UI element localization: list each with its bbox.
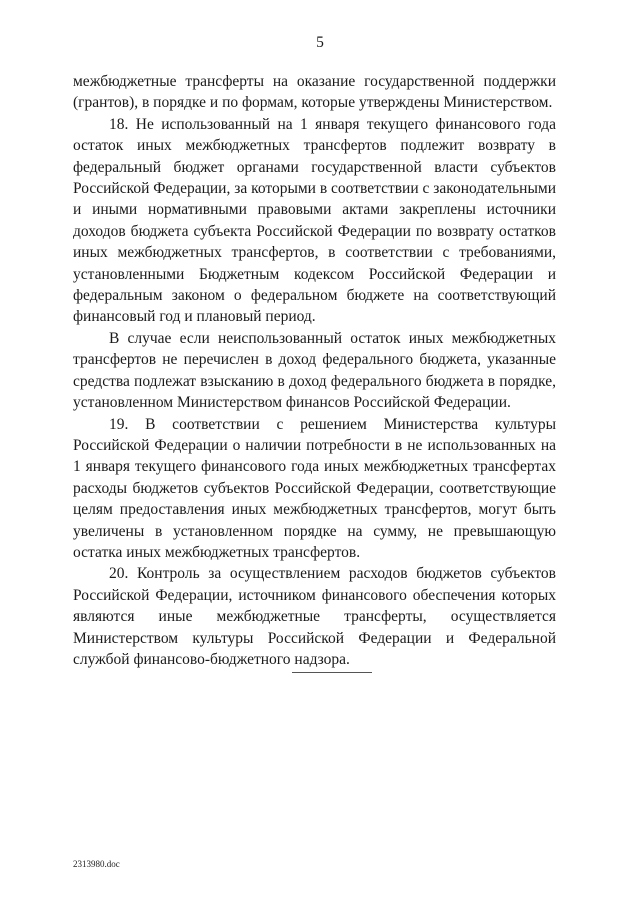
paragraph-item-18: 18. Не использованный на 1 января текущего финансового года остаток иных межбюджетных трансфертов подлежит возврату в федеральный бюджет органами государственной власти субъектов Российской Федерации, за которыми в соответствии с законодательными и иными нормативными правовыми актами закреплены источники доходов бюджета субъекта Российской Федерации по возврату остатков иных межбюджетных трансфертов, в соответствии с требованиями, установленными Бюджетным кодексом Российской Федерации и федеральным законом о федеральном бюджете на соответствующий финансовый год и плановый период. — [73, 115, 556, 326]
file-code: 2313980.doc — [73, 859, 120, 869]
paragraph-item-19: 19. В соответствии с решением Министерства культуры Российской Федерации о наличии потребности в не использованных на 1 января текущего финансового года иных межбюджетных трансфертах расходы бюджетов субъектов Российской Федерации, соответствующие целям предоставления иных межбюджетных трансфертов, могут быть увеличены в установленном порядке на сумму, не превышающую остатка иных межбюджетных трансфертов. — [73, 415, 556, 561]
end-separator-line — [292, 672, 372, 673]
page-number: 5 — [316, 34, 324, 51]
paragraph-continuation: межбюджетные трансферты на оказание государственной поддержки (грантов), в порядке и по формам, которые утверждены Министерством. — [73, 73, 556, 112]
paragraph-unused-balance: В случае если неиспользованный остаток иных межбюджетных трансфертов не перечислен в доход федерального бюджета, указанные средства подлежат взысканию в доход федерального бюджета в порядке, установленном Министерством финансов Российской Федерации. — [73, 329, 556, 412]
document-body — [73, 71, 556, 670]
paragraph-item-20: 20. Контроль за осуществлением расходов бюджетов субъектов Российской Федерации, источником финансового обеспечения которых являются иные межбюджетные трансферты, осуществляется Министерством культуры Российской Федерации и Федеральной службой финансово-бюджетного надзора. — [73, 565, 556, 668]
